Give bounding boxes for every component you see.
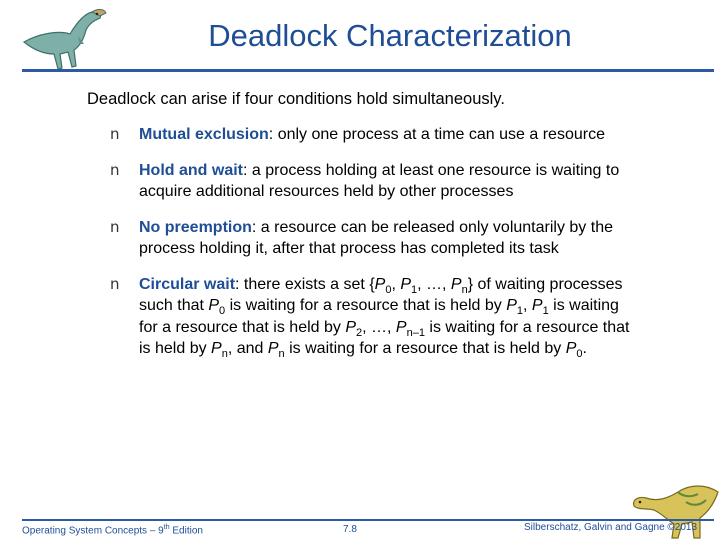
term-mutual-exclusion: Mutual exclusion [139, 126, 269, 143]
process-symbol: P [211, 340, 222, 357]
footer-book-title [22, 524, 203, 536]
term-hold-and-wait: Hold and wait [139, 161, 243, 179]
subscript: n [221, 348, 228, 361]
bullet-text: } of waiting processes such that [139, 275, 623, 314]
separator: . [582, 340, 587, 357]
separator: , [523, 297, 532, 314]
process-symbol: P [531, 297, 543, 314]
process-symbol: P [400, 275, 412, 293]
bullet-text: , and [227, 340, 268, 357]
subscript: n [461, 283, 468, 296]
process-symbol: P [267, 340, 279, 357]
separator: , …, [362, 318, 396, 336]
footer-authors: Silberschatz, Galvin and Gagne ©2013 [524, 522, 698, 533]
separator: , [391, 275, 401, 293]
bullet-icon: n [110, 217, 120, 236]
subscript: 0 [576, 348, 583, 361]
bullet-text: is waiting for a resource that is held by [225, 297, 507, 314]
process-symbol: P [395, 318, 407, 336]
footer-superscript: th [163, 524, 170, 531]
footer-book-edition: Edition [169, 525, 203, 537]
condition-list [110, 124, 640, 374]
process-symbol: P [374, 275, 386, 293]
process-symbol: P [506, 297, 517, 314]
subscript: 1 [411, 283, 418, 296]
subscript: 1 [542, 305, 549, 318]
process-symbol: P [565, 340, 577, 357]
subscript: 0 [385, 283, 392, 296]
process-symbol: P [208, 297, 220, 314]
subscript: 1 [516, 305, 523, 318]
list-item [110, 124, 640, 146]
bullet-icon: n [110, 160, 120, 179]
subscript: n [278, 348, 285, 361]
bullet-text: is waiting for a resource that is held by [139, 318, 630, 357]
list-item [110, 274, 640, 360]
footer-book-title-text: Operating System Concepts – 9 [22, 525, 164, 537]
process-symbol: P [450, 275, 462, 293]
subscript: n–1 [406, 326, 425, 339]
footer-divider [22, 519, 714, 521]
bullet-icon: n [110, 125, 120, 143]
separator: , …, [417, 275, 451, 293]
bullet-text: : there exists a set { [235, 275, 375, 293]
term-circular-wait: Circular wait [139, 275, 236, 293]
list-item [110, 160, 640, 203]
bullet-text: : only one process at a time can use a resource [268, 126, 605, 143]
subscript: 0 [219, 305, 226, 318]
bullet-text: is waiting for a resource that is held by [139, 297, 619, 336]
term-no-preemption: No preemption [139, 218, 252, 236]
bullet-text: : a process holding at least one resource is waiting to acquire additional resources held by other processes [139, 161, 620, 200]
list-item [110, 217, 640, 260]
process-symbol: P [345, 318, 356, 336]
subscript: 2 [356, 326, 363, 339]
bullet-text: : a resource can be released only voluntarily by the process holding it, after that process has completed its task [139, 218, 613, 257]
intro-text: Deadlock can arise if four conditions hold simultaneously. [87, 90, 505, 108]
page-number: 7.8 [343, 524, 357, 535]
page-title: Deadlock Characterization [208, 18, 572, 53]
bullet-text: is waiting for a resource that is held by [284, 340, 566, 357]
bullet-icon: n [110, 274, 120, 293]
title-divider [22, 69, 714, 72]
dinosaur-logo-icon [18, 4, 118, 74]
